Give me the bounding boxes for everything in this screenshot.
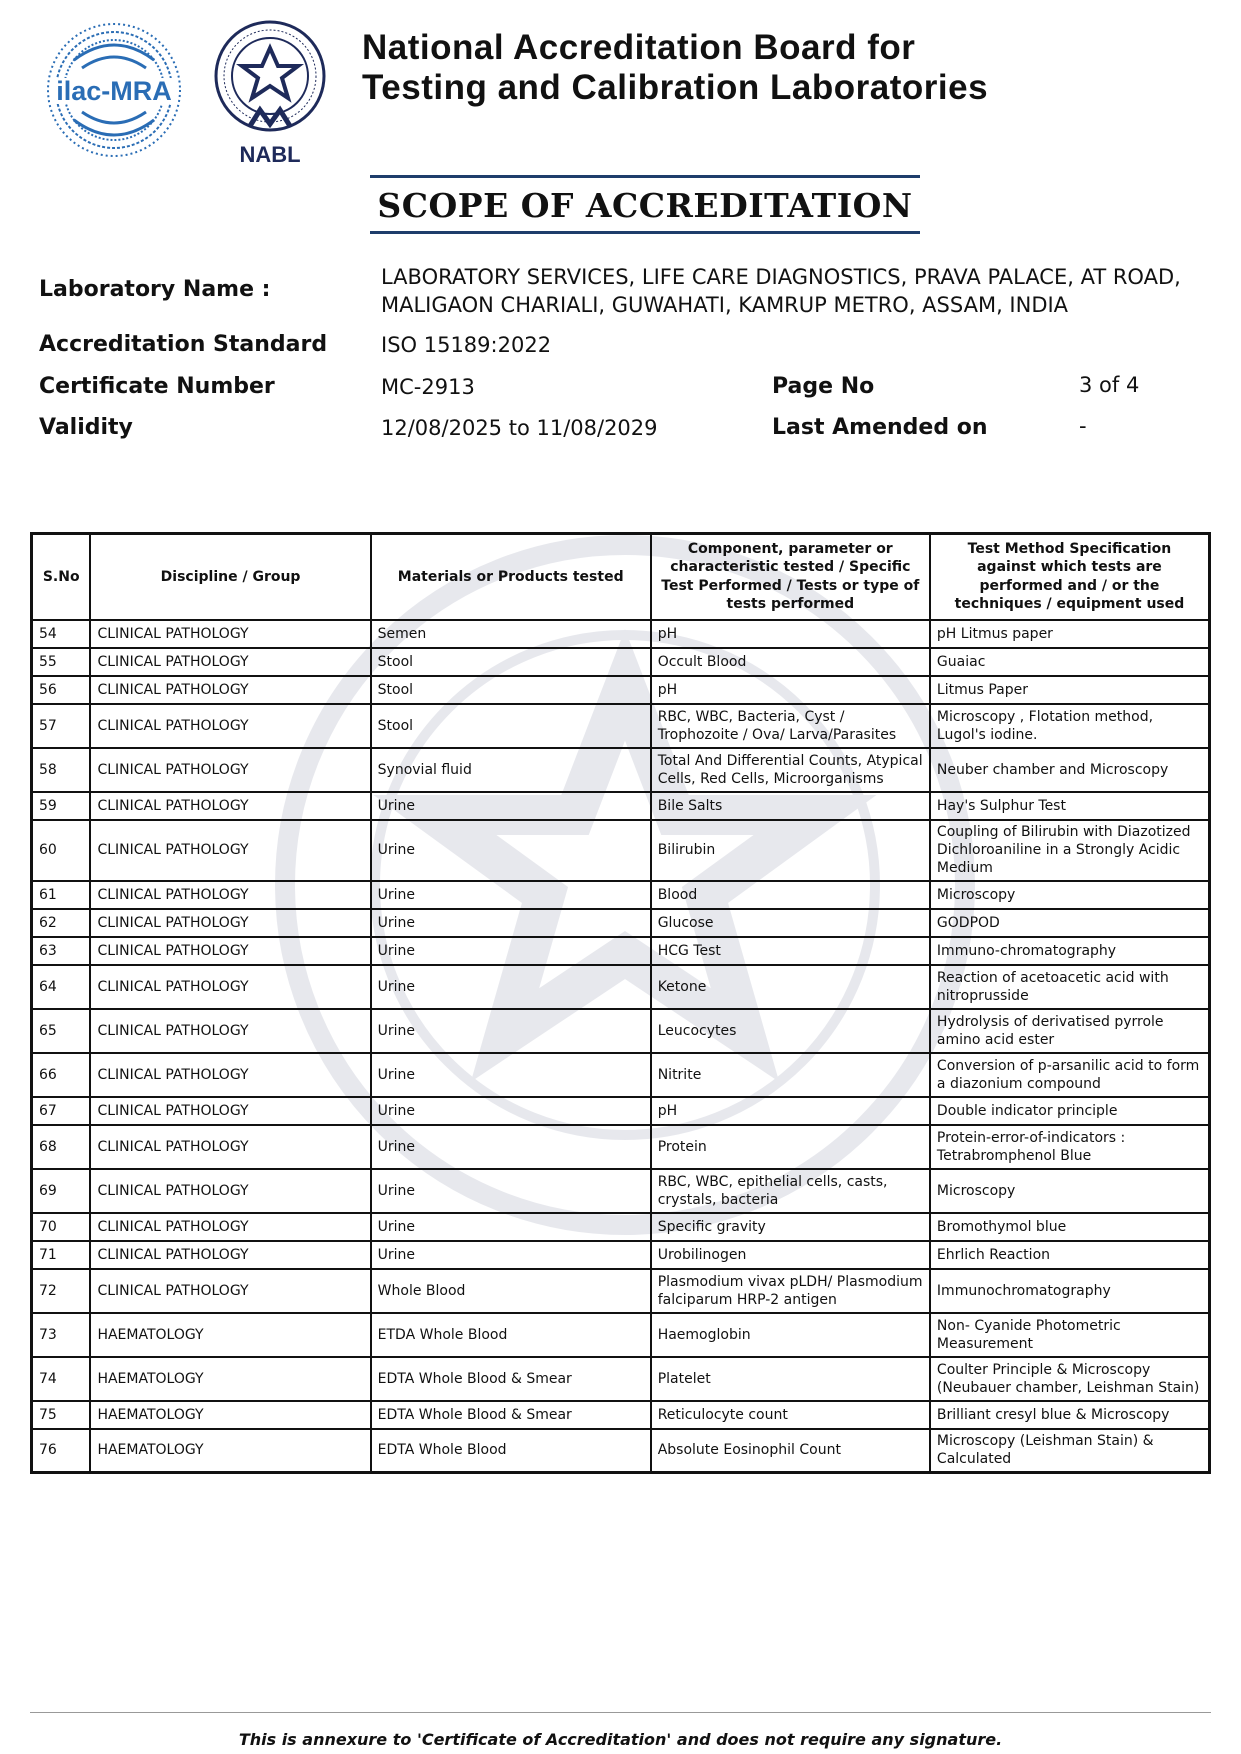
cell-material: Urine [371,965,651,1009]
svg-text:NABL: NABL [239,142,301,167]
table-row [32,820,1210,881]
cell-discipline: CLINICAL PATHOLOGY [90,1269,370,1313]
cell-discipline: HAEMATOLOGY [90,1401,370,1429]
validity-label: Validity [39,415,133,440]
cell-method: Non- Cyanide Photometric Measurement [930,1313,1210,1357]
cell-sno: 68 [32,1125,91,1169]
cell-discipline: CLINICAL PATHOLOGY [90,676,370,704]
cell-material: ETDA Whole Blood [371,1313,651,1357]
cell-component: Urobilinogen [651,1241,930,1269]
cell-method: Microscopy [930,881,1210,909]
cell-sno: 54 [32,620,91,648]
column-header-component: Component, parameter or characteristic tested / Specific Test Performed / Tests or type of tests performed [651,534,930,620]
cell-material: Urine [371,1125,651,1169]
cell-discipline: CLINICAL PATHOLOGY [90,748,370,792]
table-row [32,792,1210,820]
cell-sno: 76 [32,1429,91,1473]
cell-material: EDTA Whole Blood & Smear [371,1401,651,1429]
cell-material: Urine [371,909,651,937]
lab-name-line2: MALIGAON CHARIALI, GUWAHATI, KAMRUP METRO, ASSAM, INDIA [381,293,1069,317]
footer-note: This is annexure to 'Certificate of Accreditation' and does not require any signature. [238,1730,1003,1749]
cell-discipline: HAEMATOLOGY [90,1313,370,1357]
cell-method: Bromothymol blue [930,1213,1210,1241]
cell-component: Plasmodium vivax pLDH/ Plasmodium falciparum HRP-2 antigen [651,1269,930,1313]
cell-sno: 73 [32,1313,91,1357]
cell-sno: 62 [32,909,91,937]
cell-discipline: CLINICAL PATHOLOGY [90,965,370,1009]
cell-method: Hydrolysis of derivatised pyrrole amino acid ester [930,1009,1210,1053]
cell-component: Reticulocyte count [651,1401,930,1429]
cell-component: Specific gravity [651,1213,930,1241]
scope-title: SCOPE OF ACCREDITATION [377,186,913,225]
cell-method: Conversion of p-arsanilic acid to form a diazonium compound [930,1053,1210,1097]
cell-sno: 74 [32,1357,91,1401]
cell-discipline: CLINICAL PATHOLOGY [90,1213,370,1241]
cell-material: EDTA Whole Blood & Smear [371,1357,651,1401]
cell-sno: 71 [32,1241,91,1269]
cell-material: Stool [371,676,651,704]
cell-material: Semen [371,620,651,648]
cell-discipline: CLINICAL PATHOLOGY [90,909,370,937]
cell-sno: 60 [32,820,91,881]
cell-component: RBC, WBC, Bacteria, Cyst / Trophozoite / Ova/ Larva/Parasites [651,704,930,748]
cell-method: Neuber chamber and Microscopy [930,748,1210,792]
cell-discipline: CLINICAL PATHOLOGY [90,937,370,965]
cell-material: Urine [371,792,651,820]
cell-sno: 70 [32,1213,91,1241]
cell-material: Urine [371,1097,651,1125]
table-row [32,1169,1210,1213]
lab-name-label: Laboratory Name : [39,277,271,302]
title-rule-bottom [370,231,920,234]
cell-component: pH [651,620,930,648]
column-header-sno: S.No [32,534,91,620]
cell-discipline: CLINICAL PATHOLOGY [90,792,370,820]
standard-label: Accreditation Standard [39,332,328,357]
table-header-row [32,534,1210,620]
cell-material: Urine [371,1009,651,1053]
table-row [32,620,1210,648]
cell-sno: 69 [32,1169,91,1213]
cell-discipline: CLINICAL PATHOLOGY [90,704,370,748]
cell-discipline: HAEMATOLOGY [90,1429,370,1473]
organization-name-line2: Testing and Calibration Laboratories [362,68,989,107]
lab-name-value [381,263,1181,319]
cell-sno: 75 [32,1401,91,1429]
cell-sno: 55 [32,648,91,676]
cell-component: Leucocytes [651,1009,930,1053]
cell-component: Ketone [651,965,930,1009]
table-row [32,1401,1210,1429]
cell-method: Ehrlich Reaction [930,1241,1210,1269]
cell-component: Absolute Eosinophil Count [651,1429,930,1473]
cell-method: Microscopy , Flotation method, Lugol's iodine. [930,704,1210,748]
cell-discipline: CLINICAL PATHOLOGY [90,1053,370,1097]
organization-name-line1: National Accreditation Board for [362,28,916,67]
table-row [32,676,1210,704]
cell-material: Synovial fluid [371,748,651,792]
cell-discipline: HAEMATOLOGY [90,1357,370,1401]
cell-discipline: CLINICAL PATHOLOGY [90,1009,370,1053]
table-row [32,881,1210,909]
table-row [32,1213,1210,1241]
table-row [32,1357,1210,1401]
table-row [32,1429,1210,1473]
cell-method: Double indicator principle [930,1097,1210,1125]
cell-method: Reaction of acetoacetic acid with nitroprusside [930,965,1210,1009]
cell-method: Immuno-chromatography [930,937,1210,965]
cell-component: Nitrite [651,1053,930,1097]
cell-material: Urine [371,820,651,881]
column-header-materials: Materials or Products tested [371,534,651,620]
cell-sno: 58 [32,748,91,792]
validity-value: 12/08/2025 to 11/08/2029 [381,416,658,440]
svg-text:ilac-MRA: ilac-MRA [56,76,172,106]
cell-material: Urine [371,881,651,909]
cell-component: Bile Salts [651,792,930,820]
cell-component: Haemoglobin [651,1313,930,1357]
cell-sno: 65 [32,1009,91,1053]
cell-sno: 63 [32,937,91,965]
table-row [32,1313,1210,1357]
ilac-mra-logo [44,20,184,160]
table-body [32,620,1210,1473]
cell-method: Guaiac [930,648,1210,676]
cell-discipline: CLINICAL PATHOLOGY [90,1125,370,1169]
cell-method: Microscopy [930,1169,1210,1213]
cell-sno: 61 [32,881,91,909]
cell-material: Urine [371,937,651,965]
cell-component: Blood [651,881,930,909]
certificate-number-label: Certificate Number [39,374,275,399]
cell-sno: 64 [32,965,91,1009]
cell-component: Platelet [651,1357,930,1401]
lab-name-line1: LABORATORY SERVICES, LIFE CARE DIAGNOSTICS, PRAVA PALACE, AT ROAD, [381,265,1181,289]
cell-method: pH Litmus paper [930,620,1210,648]
cell-method: Protein-error-of-indicators : Tetrabromphenol Blue [930,1125,1210,1169]
cell-material: Urine [371,1169,651,1213]
cell-discipline: CLINICAL PATHOLOGY [90,1241,370,1269]
cell-method: Hay's Sulphur Test [930,792,1210,820]
table-row [32,704,1210,748]
cell-component: HCG Test [651,937,930,965]
column-header-method: Test Method Specification against which tests are performed and / or the techniques / equipment used [930,534,1210,620]
scope-title-block [370,175,920,234]
table-row [32,1269,1210,1313]
table-row [32,1009,1210,1053]
table-row [32,748,1210,792]
cell-discipline: CLINICAL PATHOLOGY [90,1097,370,1125]
cell-method: Litmus Paper [930,676,1210,704]
organization-name [362,28,988,108]
cell-discipline: CLINICAL PATHOLOGY [90,820,370,881]
cell-discipline: CLINICAL PATHOLOGY [90,1169,370,1213]
cell-material: EDTA Whole Blood [371,1429,651,1473]
cell-discipline: CLINICAL PATHOLOGY [90,881,370,909]
cell-material: Urine [371,1241,651,1269]
table-row [32,1053,1210,1097]
nabl-logo [210,14,330,174]
column-header-discipline: Discipline / Group [90,534,370,620]
cell-discipline: CLINICAL PATHOLOGY [90,648,370,676]
table-row [32,937,1210,965]
cell-component: Protein [651,1125,930,1169]
last-amended-label: Last Amended on [772,415,988,440]
cell-component: pH [651,676,930,704]
cell-material: Stool [371,648,651,676]
cell-sno: 57 [32,704,91,748]
cell-method: Brilliant cresyl blue & Microscopy [930,1401,1210,1429]
certificate-number-value: MC-2913 [381,375,475,399]
cell-method: GODPOD [930,909,1210,937]
standard-value: ISO 15189:2022 [381,333,552,357]
page-number-value: 3 of 4 [1079,373,1140,397]
cell-method: Microscopy (Leishman Stain) & Calculated [930,1429,1210,1473]
footer-divider [30,1712,1211,1713]
cell-component: pH [651,1097,930,1125]
cell-sno: 67 [32,1097,91,1125]
cell-method: Coupling of Bilirubin with Diazotized Dichloroaniline in a Strongly Acidic Medium [930,820,1210,881]
cell-component: RBC, WBC, epithelial cells, casts, crystals, bacteria [651,1169,930,1213]
cell-sno: 66 [32,1053,91,1097]
cell-component: Glucose [651,909,930,937]
last-amended-value: - [1079,414,1087,438]
cell-component: Occult Blood [651,648,930,676]
cell-material: Whole Blood [371,1269,651,1313]
page-number-label: Page No [772,374,875,399]
table-row [32,1241,1210,1269]
table-row [32,1097,1210,1125]
cell-sno: 56 [32,676,91,704]
cell-sno: 72 [32,1269,91,1313]
scope-table [30,532,1211,1474]
cell-sno: 59 [32,792,91,820]
table-row [32,1125,1210,1169]
cell-method: Coulter Principle & Microscopy (Neubauer chamber, Leishman Stain) [930,1357,1210,1401]
table-row [32,648,1210,676]
table-row [32,965,1210,1009]
cell-material: Urine [371,1053,651,1097]
cell-component: Bilirubin [651,820,930,881]
cell-component: Total And Differential Counts, Atypical Cells, Red Cells, Microorganisms [651,748,930,792]
cell-material: Stool [371,704,651,748]
table-row [32,909,1210,937]
cell-discipline: CLINICAL PATHOLOGY [90,620,370,648]
cell-method: Immunochromatography [930,1269,1210,1313]
cell-material: Urine [371,1213,651,1241]
